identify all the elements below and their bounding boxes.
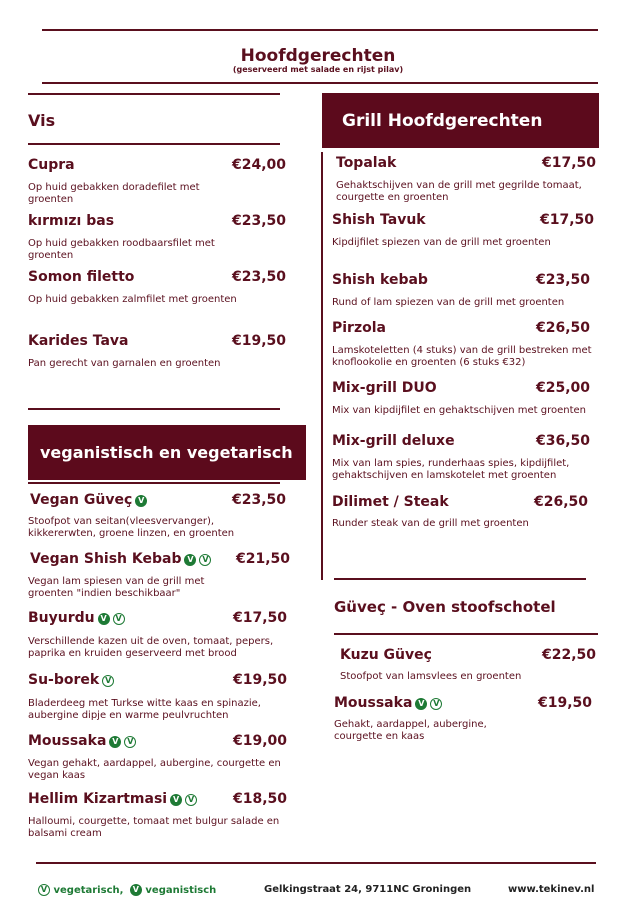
menu-item-price: €19,50: [538, 695, 593, 711]
menu-item-price: €25,00: [536, 380, 591, 396]
menu-item-desc: Runder steak van de grill met groenten: [332, 518, 529, 529]
menu-item-desc: Pan gerecht van garnalen en groenten: [28, 358, 221, 369]
legend-vegetarian-label: vegetarisch,: [53, 885, 124, 896]
menu-item-desc: Vegan lam spiesen van de grill met groenten "indien beschikbaar": [28, 576, 205, 599]
menu-item-name: Cupra: [28, 157, 75, 173]
menu-item-desc: Rund of lam spiezen van de grill met groenten: [332, 297, 565, 308]
section-title-veg: veganistisch en vegetarisch: [28, 425, 306, 480]
menu-item-price: €18,50: [233, 791, 288, 807]
menu-item-price: €17,50: [233, 610, 288, 626]
section-title-grill: Grill Hoofdgerechten: [322, 93, 599, 148]
menu-item-price: €26,50: [534, 494, 589, 510]
menu-item-name: Kuzu Güveç: [340, 647, 432, 663]
vegan-badge-icon: V: [415, 698, 427, 710]
menu-item-price: €23,50: [536, 272, 591, 288]
menu-item-name: Mix-grill deluxe: [332, 433, 455, 449]
footer-website-link[interactable]: www.tekinev.nl: [508, 884, 595, 895]
page-subtitle: (geserveerd met salade en rijst pilav): [232, 65, 404, 74]
menu-item-name-text: Vegan Shish Kebab: [30, 551, 182, 567]
menu-item-name-text: Buyurdu: [28, 610, 95, 626]
menu-item-price: €23,50: [232, 492, 287, 508]
menu-item-desc: Bladerdeeg met Turkse witte kaas en spinazie, aubergine dipje en warme peulvruchten: [28, 698, 261, 721]
menu-item-price: €26,50: [536, 320, 591, 336]
menu-item-price: €22,50: [542, 647, 597, 663]
menu-item-desc: Mix van kipdijfilet en gehaktschijven met groenten: [332, 405, 587, 416]
menu-item-desc: Op huid gebakken roodbaarsfilet met groenten: [28, 238, 215, 261]
menu-item-desc: Kipdijfilet spiezen van de grill met groenten: [332, 237, 551, 248]
vegan-badge-icon: V: [184, 554, 196, 566]
menu-item-price: €21,50: [236, 551, 291, 567]
section-title-vis: Vis: [28, 111, 56, 130]
menu-item-price: €36,50: [536, 433, 591, 449]
menu-item-desc: Op huid gebakken doradefilet met groenten: [28, 182, 200, 205]
guvec-top-rule: [334, 578, 586, 580]
menu-item-name: [30, 492, 147, 508]
menu-item-name: [28, 672, 114, 688]
menu-item-name: [30, 551, 211, 567]
page-title: Hoofdgerechten: [240, 46, 396, 66]
menu-item-desc: Halloumi, courgette, tomaat met bulgur salade en balsami cream: [28, 816, 280, 839]
vegetarian-badge-icon: V: [185, 794, 197, 806]
menu-item-name: Pirzola: [332, 320, 386, 336]
footer-rule: [36, 862, 596, 864]
vegetarian-badge-icon: V: [199, 554, 211, 566]
header-top-rule: [42, 29, 598, 31]
menu-item-price: €17,50: [542, 155, 597, 171]
vis-mid-rule: [28, 143, 280, 145]
menu-item-desc: Vegan gehakt, aardappel, aubergine, courgette en vegan kaas: [28, 758, 281, 781]
menu-item-desc: Op huid gebakken zalmfilet met groenten: [28, 294, 237, 305]
vis-top-rule: [28, 93, 280, 95]
menu-item-desc: Lamskoteletten (4 stuks) van de grill bestreken met knoflookolie en groenten (6 stuks €32): [332, 345, 592, 368]
footer-legend: [38, 884, 216, 896]
footer-address: Gelkingstraat 24, 9711NC Groningen: [264, 884, 472, 895]
menu-item-name: kırmızı bas: [28, 213, 115, 229]
vegan-badge-icon: V: [98, 613, 110, 625]
section-title-guvec: Güveç - Oven stoofschotel: [334, 598, 556, 616]
menu-item-name: [334, 695, 442, 711]
menu-item-name-text: Vegan Güveç: [30, 492, 133, 508]
menu-item-name-text: Su-borek: [28, 672, 100, 688]
menu-item-name: Shish Tavuk: [332, 212, 426, 228]
veg-rule: [28, 482, 280, 484]
menu-item-price: €19,00: [233, 733, 288, 749]
menu-item-name: Topalak: [336, 155, 397, 171]
vegan-badge-icon: V: [135, 495, 147, 507]
menu-item-name-text: Moussaka: [28, 733, 107, 749]
menu-item-desc: Mix van lam spies, runderhaas spies, kipdijfilet, gehaktschijven en lamskotelet met groenten: [332, 458, 570, 481]
menu-item-name-text: Moussaka: [334, 695, 413, 711]
menu-item-price: €17,50: [540, 212, 595, 228]
menu-item-name: [28, 733, 136, 749]
guvec-bottom-rule: [334, 633, 598, 635]
vis-bottom-rule: [28, 408, 280, 410]
menu-item-name: Somon filetto: [28, 269, 135, 285]
menu-item-price: €24,00: [232, 157, 287, 173]
menu-item-desc: Stoofpot van seitan(vleesvervanger), kikkererwten, groene linzen, en groenten: [28, 516, 235, 539]
vegan-badge-icon: V: [170, 794, 182, 806]
vegetarian-badge-icon: V: [102, 675, 114, 687]
legend-vegan-label: veganistisch: [145, 885, 217, 896]
vegetarian-badge-icon: V: [124, 736, 136, 748]
menu-item-desc: Verschillende kazen uit de oven, tomaat, pepers, paprika en kruiden geserveerd met brood: [28, 636, 274, 659]
menu-item-price: €19,50: [232, 333, 287, 349]
vegetarian-badge-icon: V: [38, 884, 50, 896]
menu-item-name: Shish kebab: [332, 272, 428, 288]
menu-item-name: Mix-grill DUO: [332, 380, 437, 396]
menu-item-name: [28, 610, 125, 626]
vegetarian-badge-icon: V: [113, 613, 125, 625]
menu-item-desc: Gehaktschijven van de grill met gegrilde tomaat, courgette en groenten: [336, 180, 582, 203]
menu-item-name: Karides Tava: [28, 333, 129, 349]
vegetarian-badge-icon: V: [430, 698, 442, 710]
menu-item-price: €19,50: [233, 672, 288, 688]
menu-item-desc: Stoofpot van lamsvlees en groenten: [340, 671, 522, 682]
menu-item-name-text: Hellim Kizartmasi: [28, 791, 168, 807]
header-bottom-rule: [42, 82, 598, 84]
vegan-badge-icon: V: [130, 884, 142, 896]
menu-item-desc: Gehakt, aardappel, aubergine, courgette en kaas: [334, 719, 487, 742]
vegan-badge-icon: V: [109, 736, 121, 748]
menu-item-price: €23,50: [232, 269, 287, 285]
menu-item-name: Dilimet / Steak: [332, 494, 449, 510]
menu-item-name: [28, 791, 197, 807]
grill-vertical-rule: [321, 152, 323, 580]
menu-item-price: €23,50: [232, 213, 287, 229]
